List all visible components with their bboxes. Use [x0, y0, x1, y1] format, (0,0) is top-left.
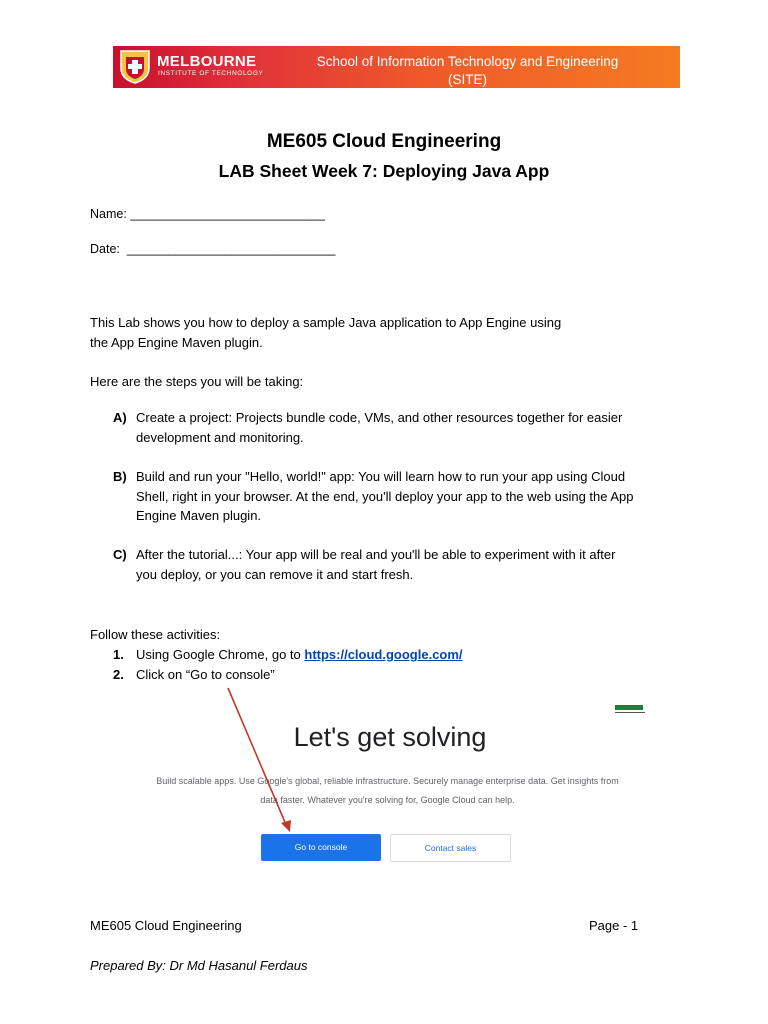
- activity-marker: 1.: [113, 647, 124, 662]
- name-field: [90, 207, 325, 221]
- name-label: Name:: [90, 207, 127, 221]
- brand-subtitle: INSTITUTE OF TECHNOLOGY: [158, 70, 264, 77]
- institute-crest-icon: [118, 48, 152, 85]
- name-blank: ____________________________: [130, 207, 325, 221]
- activity-marker: 2.: [113, 667, 124, 682]
- step-marker: A): [113, 410, 127, 425]
- date-label: Date:: [90, 242, 120, 256]
- intro-paragraph: This Lab shows you how to deploy a sample Java application to App Engine using the App Engine Maven plugin.: [90, 315, 562, 350]
- google-cloud-link[interactable]: https://cloud.google.com/: [304, 647, 463, 662]
- step-marker: B): [113, 469, 127, 484]
- hero-subtext: Build scalable apps. Use Google's global, reliable infrastructure. Securely manage enterprise data. Get insights from data faster. Whatever you're solving for, Google Cloud can help.: [156, 776, 619, 805]
- contact-sales-button[interactable]: Contact sales: [390, 834, 511, 862]
- date-field: [90, 242, 335, 256]
- pointer-arrow-icon: [220, 680, 300, 840]
- step-c: C) After the tutorial...: Your app will be real and you'll be able to experiment with it after you deploy, or you can remove it and start fresh.: [113, 547, 616, 582]
- green-accent-bar: [615, 705, 643, 710]
- school-name: School of Information Technology and Engineering (SITE): [316, 54, 619, 87]
- page-number: Page - 1: [589, 918, 639, 933]
- brand-name: MELBOURNE: [157, 53, 257, 70]
- activities-heading: Follow these activities:: [90, 627, 221, 642]
- lab-title: LAB Sheet Week 7: Deploying Java App: [218, 161, 550, 181]
- step-a: A) Create a project: Projects bundle code, VMs, and other resources together for easier development and monitoring.: [113, 410, 623, 445]
- hero-headline: Let's get solving: [293, 722, 487, 752]
- go-to-console-button[interactable]: Go to console: [261, 834, 381, 861]
- step-b: B) Build and run your "Hello, world!" app: You will learn how to run your app using Cloud Shell, right in your browser. At the end, you'll deploy your app to the web using the App Engine Maven plugin.: [113, 469, 634, 523]
- course-title: ME605 Cloud Engineering: [266, 131, 502, 152]
- step-marker: C): [113, 547, 127, 562]
- activity-1: 1. Using Google Chrome, go to https://cloud.google.com/: [113, 645, 683, 665]
- accent-underline: [615, 712, 645, 713]
- prepared-by: Prepared By: Dr Md Hasanul Ferdaus: [90, 958, 308, 973]
- footer-course: ME605 Cloud Engineering: [90, 918, 242, 933]
- activity-2: 2. Click on “Go to console”: [113, 665, 683, 685]
- date-blank: ______________________________: [126, 242, 336, 256]
- steps-intro: Here are the steps you will be taking:: [90, 374, 304, 389]
